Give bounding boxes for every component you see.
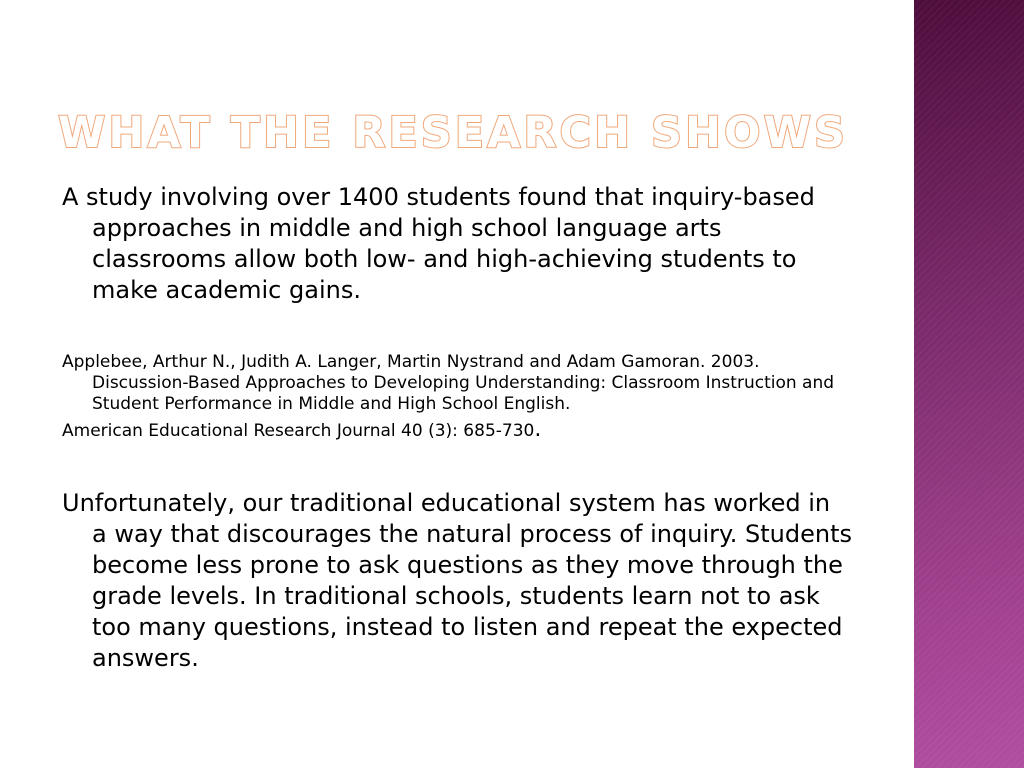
citation-text: Applebee, Arthur N., Judith A. Langer, Martin Nystrand and Adam Gamoran. 2003. Discussion-Based Approaches to Developing Understanding: Classroom Instruction and Student Performance in Middle and High School English.	[62, 352, 835, 414]
study-paragraph: A study involving over 1400 students found that inquiry-based approaches in middle and high school language arts classrooms allow both low- and high-achieving students to make academic gains.	[62, 183, 815, 304]
slide-body	[62, 182, 852, 674]
decorative-side-band	[912, 0, 1024, 768]
citation-journal: American Educational Research Journal 40 (3): 685-730	[62, 421, 535, 441]
citation-period: .	[534, 417, 542, 442]
conclusion-paragraph: Unfortunately, our traditional educational system has worked in a way that discourages the natural process of inquiry. Students become less prone to ask questions as they move through the grade levels. In traditional schools, students learn not to ask too many questions, instead to listen and repeat the expected answers.	[62, 489, 852, 672]
citation-paragraph	[62, 352, 852, 442]
slide-title: WHAT THE RESEARCH SHOWS	[58, 108, 848, 158]
